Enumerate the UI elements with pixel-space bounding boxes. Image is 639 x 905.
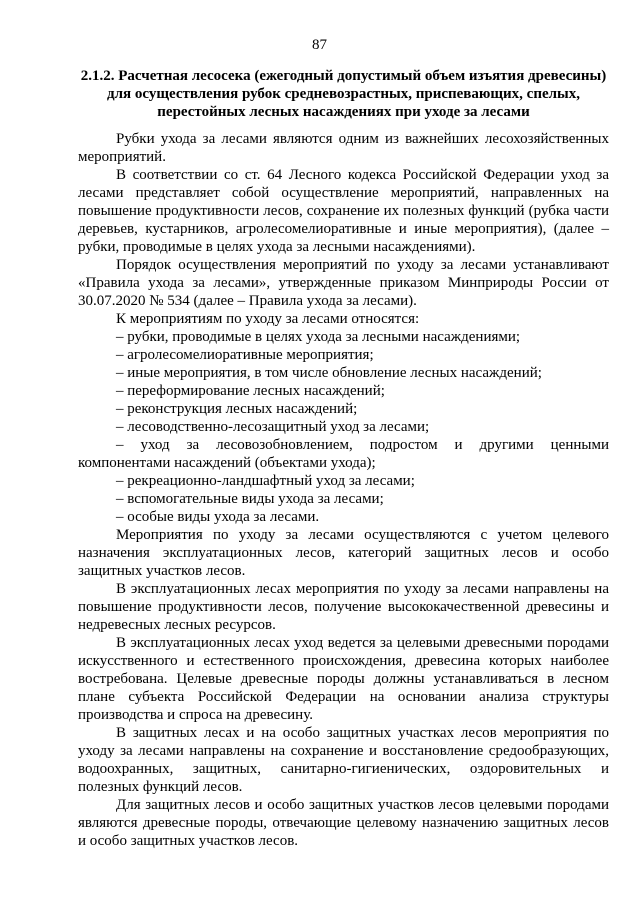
paragraph: В эксплуатационных лесах уход ведется за целевыми древесными породами искусственного и естественного происхождения, древесина которых наиболее востребована. Целевые древесные породы должны устанавливаться в лесном плане субъекта Российской Федерации на основании анализа структуры производства и спроса на древесину. [78,635,609,723]
list-item: – реконструкция лесных насаждений; [116,401,358,417]
paragraph: Рубки ухода за лесами являются одним из важнейших лесохозяйственных мероприятий. [78,131,609,165]
list-item: – лесоводственно-лесозащитный уход за лесами; [116,419,430,435]
section-title-line: 2.1.2. Расчетная лесосека (ежегодный допустимый объем изъятия древесины) [80,68,607,84]
list-item: – рубки, проводимые в целях ухода за лесными насаждениями; [116,329,521,345]
page-content [78,67,609,850]
paragraph: В защитных лесах и на особо защитных участках лесов мероприятия по уходу за лесами направлены на сохранение и восстановление средообразующих, водоохранных, защитных, санитарно-гигиенических, оздоровительных и полезных функций лесов. [78,725,609,795]
paragraph: В соответствии со ст. 64 Лесного кодекса Российской Федерации уход за лесами представляет собой осуществление мероприятий, направленных на повышение продуктивности лесов, сохранение их полезных функций (рубка части деревьев, кустарников, агролесомелиоративные и иные мероприятия), (далее – рубки, проводимые в целях ухода за лесными насаждениями). [78,167,609,255]
paragraph: Порядок осуществления мероприятий по уходу за лесами устанавливают «Правила ухода за лесами», утвержденные приказом Минприроды России от 30.07.2020 № 534 (далее – Правила ухода за лесами). [78,257,609,309]
list-item: – агролесомелиоративные мероприятия; [116,347,374,363]
list-item: – рекреационно-ландшафтный уход за лесами; [116,473,415,489]
measures-list [78,328,609,526]
section-title-line: перестойных лесных насаждениях при уходе за лесами [157,104,530,120]
paragraph: Мероприятия по уходу за лесами осуществляются с учетом целевого назначения эксплуатационных лесов, категорий защитных лесов и особо защитных участков лесов. [78,527,609,579]
section-title [78,67,609,121]
list-item: – переформирование лесных насаждений; [116,383,385,399]
list-item: – вспомогательные виды ухода за лесами; [116,491,384,507]
page-number: 87 [312,37,327,53]
list-item: – иные мероприятия, в том числе обновление лесных насаждений; [116,365,542,381]
list-item: – уход за лесовозобновлением, подростом и другими ценными компонентами насаждений (объектами ухода); [78,437,609,471]
paragraph: К мероприятиям по уходу за лесами относятся: [116,311,420,327]
paragraph: Для защитных лесов и особо защитных участков лесов целевыми породами являются древесные породы, отвечающие целевому назначению защитных лесов и особо защитных участков лесов. [78,797,609,849]
section-title-line: для осуществления рубок средневозрастных, приспевающих, спелых, [106,86,580,102]
list-item: – особые виды ухода за лесами. [116,509,320,525]
paragraph: В эксплуатационных лесах мероприятия по уходу за лесами направлены на повышение продуктивности лесов, получение высококачественной древесины и недревесных лесных ресурсов. [78,581,609,633]
